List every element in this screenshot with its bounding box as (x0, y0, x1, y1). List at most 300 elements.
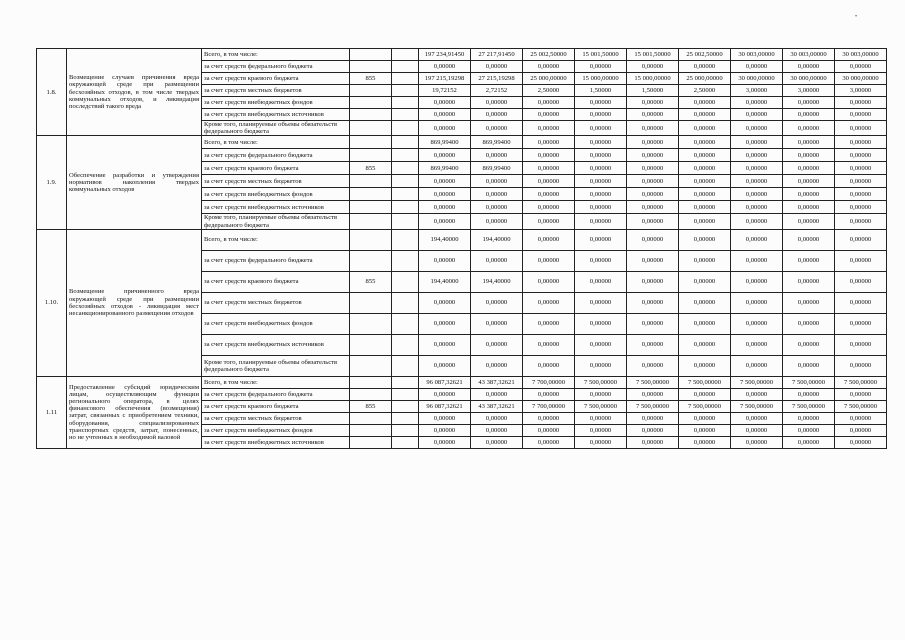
amount-cell: 0,00000 (575, 388, 627, 400)
amount-cell: 0,00000 (523, 188, 575, 201)
amount-cell: 0,00000 (835, 412, 887, 424)
amount-cell: 0,00000 (835, 250, 887, 271)
amount-cell: 0,00000 (835, 229, 887, 250)
amount-cell: 0,00000 (679, 250, 731, 271)
amount-cell: 0,00000 (679, 424, 731, 436)
amount-cell: 0,00000 (731, 334, 783, 355)
amount-cell: 0,00000 (731, 61, 783, 73)
funding-source: за счет средств внебюджетных источников (202, 201, 350, 214)
amount-cell: 0,00000 (471, 201, 523, 214)
amount-cell: 0,00000 (627, 149, 679, 162)
amount-cell: 0,00000 (575, 355, 627, 376)
amount-cell: 0,00000 (523, 355, 575, 376)
budget-code (350, 49, 392, 61)
amount-cell: 0,00000 (471, 313, 523, 334)
amount-cell: 0,00000 (731, 388, 783, 400)
amount-cell: 0,00000 (471, 412, 523, 424)
amount-cell: 0,00000 (523, 97, 575, 109)
amount-cell: 7 500,00000 (627, 400, 679, 412)
amount-cell: 0,00000 (679, 109, 731, 121)
amount-cell: 0,00000 (575, 188, 627, 201)
budget-code: 855 (350, 73, 392, 85)
amount-cell: 27 215,19298 (471, 73, 523, 85)
amount-cell: 0,00000 (783, 214, 835, 229)
amount-cell: 0,00000 (419, 97, 471, 109)
amount-cell: 0,00000 (783, 334, 835, 355)
amount-cell: 0,00000 (419, 121, 471, 136)
amount-cell: 0,00000 (835, 188, 887, 201)
funding-source: за счет средств федерального бюджета (202, 61, 350, 73)
amount-cell: 7 500,00000 (835, 400, 887, 412)
amount-cell: 15 001,50000 (575, 49, 627, 61)
amount-cell: 0,00000 (523, 214, 575, 229)
amount-cell: 30 000,00000 (731, 73, 783, 85)
amount-cell: 0,00000 (783, 424, 835, 436)
budget-code (350, 97, 392, 109)
amount-cell: 0,00000 (835, 61, 887, 73)
scan-speck: • (855, 14, 858, 20)
amount-cell: 0,00000 (731, 436, 783, 448)
empty-cell (392, 292, 419, 313)
empty-cell (392, 149, 419, 162)
amount-cell: 0,00000 (731, 175, 783, 188)
section-index: 1.11 (37, 376, 67, 448)
amount-cell: 0,00000 (783, 201, 835, 214)
funding-source: за счет средств внебюджетных фондов (202, 313, 350, 334)
amount-cell: 0,00000 (731, 162, 783, 175)
amount-cell: 0,00000 (419, 175, 471, 188)
amount-cell: 2,50000 (523, 85, 575, 97)
amount-cell: 0,00000 (679, 121, 731, 136)
amount-cell: 0,00000 (835, 109, 887, 121)
amount-cell: 0,00000 (471, 175, 523, 188)
amount-cell: 194,40000 (471, 229, 523, 250)
funding-source: Всего, в том числе: (202, 136, 350, 149)
section-description: Обеспечение разработки и утверждения нормативов накопления твердых коммунальных отходов (67, 136, 202, 229)
amount-cell: 0,00000 (731, 121, 783, 136)
amount-cell: 0,00000 (523, 136, 575, 149)
funding-source: за счет средств местных бюджетов (202, 292, 350, 313)
amount-cell: 0,00000 (523, 292, 575, 313)
amount-cell: 0,00000 (627, 175, 679, 188)
amount-cell: 0,00000 (575, 292, 627, 313)
amount-cell: 0,00000 (835, 175, 887, 188)
section-index: 1.9. (37, 136, 67, 229)
budget-code: 855 (350, 400, 392, 412)
funding-source: за счет средств местных бюджетов (202, 412, 350, 424)
budget-code (350, 175, 392, 188)
section-index: 1.10. (37, 229, 67, 376)
amount-cell: 7 500,00000 (731, 376, 783, 388)
amount-cell: 0,00000 (575, 412, 627, 424)
amount-cell: 96 087,32621 (419, 400, 471, 412)
funding-source: Кроме того, планируемые объемы обязательств федерального бюджета (202, 355, 350, 376)
amount-cell: 869,99400 (471, 136, 523, 149)
amount-cell: 0,00000 (835, 149, 887, 162)
empty-cell (392, 49, 419, 61)
amount-cell: 7 500,00000 (731, 400, 783, 412)
funding-table (36, 48, 887, 449)
budget-code (350, 149, 392, 162)
empty-cell (392, 388, 419, 400)
amount-cell: 0,00000 (679, 271, 731, 292)
amount-cell: 0,00000 (575, 136, 627, 149)
amount-cell: 0,00000 (835, 136, 887, 149)
amount-cell: 0,00000 (835, 355, 887, 376)
funding-source: за счет средств краевого бюджета (202, 73, 350, 85)
budget-code (350, 376, 392, 388)
funding-source: за счет средств внебюджетных источников (202, 109, 350, 121)
budget-code (350, 412, 392, 424)
amount-cell: 25 002,50000 (679, 49, 731, 61)
amount-cell: 0,00000 (471, 61, 523, 73)
funding-source: за счет средств краевого бюджета (202, 162, 350, 175)
amount-cell: 0,00000 (783, 229, 835, 250)
budget-code (350, 313, 392, 334)
amount-cell: 0,00000 (523, 313, 575, 334)
amount-cell: 0,00000 (419, 292, 471, 313)
funding-source: Кроме того, планируемые объемы обязательств федерального бюджета (202, 214, 350, 229)
amount-cell: 0,00000 (783, 250, 835, 271)
amount-cell: 0,00000 (523, 436, 575, 448)
empty-cell (392, 400, 419, 412)
amount-cell: 7 700,00000 (523, 400, 575, 412)
amount-cell: 0,00000 (575, 201, 627, 214)
amount-cell: 2,50000 (679, 85, 731, 97)
amount-cell: 0,00000 (523, 229, 575, 250)
amount-cell: 0,00000 (419, 214, 471, 229)
amount-cell: 0,00000 (627, 355, 679, 376)
amount-cell: 0,00000 (471, 214, 523, 229)
amount-cell: 0,00000 (471, 121, 523, 136)
amount-cell: 0,00000 (627, 121, 679, 136)
amount-cell: 0,00000 (419, 188, 471, 201)
amount-cell: 0,00000 (575, 121, 627, 136)
amount-cell: 0,00000 (419, 388, 471, 400)
amount-cell: 0,00000 (679, 334, 731, 355)
section-description: Возмещение причиненного вреда окружающей среде при размещении бесхозяйных отходов - ликвидация мест несанкционированного размещения отходов (67, 229, 202, 376)
amount-cell: 0,00000 (783, 355, 835, 376)
budget-code (350, 424, 392, 436)
empty-cell (392, 376, 419, 388)
amount-cell: 869,99400 (471, 162, 523, 175)
amount-cell: 197 215,19298 (419, 73, 471, 85)
amount-cell: 0,00000 (731, 313, 783, 334)
amount-cell: 0,00000 (523, 175, 575, 188)
budget-code (350, 201, 392, 214)
amount-cell: 0,00000 (419, 412, 471, 424)
amount-cell: 0,00000 (523, 109, 575, 121)
amount-cell: 0,00000 (627, 136, 679, 149)
amount-cell: 0,00000 (783, 97, 835, 109)
funding-source: за счет средств краевого бюджета (202, 400, 350, 412)
budget-code (350, 229, 392, 250)
amount-cell: 0,00000 (523, 250, 575, 271)
amount-cell: 7 500,00000 (575, 376, 627, 388)
empty-cell (392, 412, 419, 424)
empty-cell (392, 229, 419, 250)
amount-cell: 0,00000 (731, 250, 783, 271)
amount-cell: 0,00000 (679, 136, 731, 149)
table-row (37, 229, 887, 250)
budget-code (350, 188, 392, 201)
amount-cell: 0,00000 (627, 214, 679, 229)
budget-code (350, 388, 392, 400)
amount-cell: 0,00000 (679, 201, 731, 214)
amount-cell: 0,00000 (575, 162, 627, 175)
empty-cell (392, 214, 419, 229)
amount-cell: 0,00000 (627, 334, 679, 355)
amount-cell: 0,00000 (523, 201, 575, 214)
amount-cell: 0,00000 (679, 292, 731, 313)
funding-source: Всего, в том числе: (202, 49, 350, 61)
amount-cell: 0,00000 (783, 292, 835, 313)
amount-cell: 0,00000 (731, 201, 783, 214)
amount-cell: 25 000,00000 (523, 73, 575, 85)
amount-cell: 0,00000 (575, 97, 627, 109)
amount-cell: 0,00000 (835, 214, 887, 229)
amount-cell: 3,00000 (783, 85, 835, 97)
amount-cell: 0,00000 (419, 201, 471, 214)
amount-cell: 0,00000 (627, 250, 679, 271)
amount-cell: 0,00000 (783, 149, 835, 162)
amount-cell: 7 500,00000 (679, 376, 731, 388)
amount-cell: 869,99400 (419, 136, 471, 149)
empty-cell (392, 175, 419, 188)
funding-source: за счет средств местных бюджетов (202, 85, 350, 97)
amount-cell: 0,00000 (523, 334, 575, 355)
empty-cell (392, 436, 419, 448)
amount-cell: 0,00000 (783, 436, 835, 448)
amount-cell: 0,00000 (575, 334, 627, 355)
amount-cell: 30 000,00000 (783, 73, 835, 85)
amount-cell: 0,00000 (627, 162, 679, 175)
amount-cell: 19,72152 (419, 85, 471, 97)
empty-cell (392, 201, 419, 214)
amount-cell: 0,00000 (627, 201, 679, 214)
amount-cell: 0,00000 (783, 162, 835, 175)
funding-source: Кроме того, планируемые объемы обязательств федерального бюджета (202, 121, 350, 136)
amount-cell: 0,00000 (523, 149, 575, 162)
amount-cell: 7 500,00000 (835, 376, 887, 388)
amount-cell: 0,00000 (731, 412, 783, 424)
amount-cell: 1,50000 (575, 85, 627, 97)
empty-cell (392, 162, 419, 175)
amount-cell: 0,00000 (783, 313, 835, 334)
amount-cell: 0,00000 (575, 271, 627, 292)
amount-cell: 0,00000 (419, 313, 471, 334)
amount-cell: 0,00000 (419, 149, 471, 162)
empty-cell (392, 61, 419, 73)
amount-cell: 0,00000 (523, 388, 575, 400)
funding-source: Всего, в том числе: (202, 229, 350, 250)
amount-cell: 0,00000 (679, 61, 731, 73)
amount-cell: 30 003,00000 (835, 49, 887, 61)
empty-cell (392, 334, 419, 355)
amount-cell: 0,00000 (471, 149, 523, 162)
amount-cell: 25 002,50000 (523, 49, 575, 61)
amount-cell: 7 700,00000 (523, 376, 575, 388)
budget-code (350, 109, 392, 121)
budget-code (350, 250, 392, 271)
funding-source: за счет средств внебюджетных фондов (202, 188, 350, 201)
amount-cell: 0,00000 (835, 121, 887, 136)
amount-cell: 0,00000 (575, 424, 627, 436)
amount-cell: 0,00000 (575, 436, 627, 448)
funding-source: за счет средств федерального бюджета (202, 149, 350, 162)
funding-source: за счет средств федерального бюджета (202, 250, 350, 271)
budget-code (350, 292, 392, 313)
empty-cell (392, 355, 419, 376)
amount-cell: 0,00000 (679, 313, 731, 334)
amount-cell: 0,00000 (627, 412, 679, 424)
amount-cell: 43 387,32621 (471, 376, 523, 388)
amount-cell: 0,00000 (419, 355, 471, 376)
amount-cell: 0,00000 (627, 292, 679, 313)
amount-cell: 7 500,00000 (783, 376, 835, 388)
empty-cell (392, 188, 419, 201)
amount-cell: 0,00000 (835, 436, 887, 448)
amount-cell: 0,00000 (835, 313, 887, 334)
amount-cell: 0,00000 (731, 214, 783, 229)
amount-cell: 0,00000 (419, 250, 471, 271)
funding-source: за счет средств федерального бюджета (202, 388, 350, 400)
amount-cell: 0,00000 (627, 388, 679, 400)
amount-cell: 0,00000 (679, 162, 731, 175)
amount-cell: 0,00000 (471, 424, 523, 436)
amount-cell: 7 500,00000 (575, 400, 627, 412)
amount-cell: 0,00000 (679, 97, 731, 109)
budget-code (350, 334, 392, 355)
empty-cell (392, 97, 419, 109)
amount-cell: 0,00000 (835, 424, 887, 436)
amount-cell: 0,00000 (523, 271, 575, 292)
amount-cell: 0,00000 (679, 149, 731, 162)
funding-source: Всего, в том числе: (202, 376, 350, 388)
amount-cell: 0,00000 (471, 388, 523, 400)
amount-cell: 0,00000 (627, 188, 679, 201)
empty-cell (392, 271, 419, 292)
empty-cell (392, 313, 419, 334)
amount-cell: 0,00000 (627, 97, 679, 109)
amount-cell: 30 003,00000 (731, 49, 783, 61)
amount-cell: 0,00000 (575, 109, 627, 121)
empty-cell (392, 109, 419, 121)
empty-cell (392, 73, 419, 85)
funding-source: за счет средств внебюджетных фондов (202, 97, 350, 109)
table-body (37, 49, 887, 449)
amount-cell: 0,00000 (627, 271, 679, 292)
amount-cell: 7 500,00000 (679, 400, 731, 412)
amount-cell: 0,00000 (471, 334, 523, 355)
amount-cell: 43 387,32621 (471, 400, 523, 412)
amount-cell: 15 001,50000 (627, 49, 679, 61)
table-row (37, 49, 887, 61)
amount-cell: 0,00000 (471, 436, 523, 448)
amount-cell: 15 000,00000 (627, 73, 679, 85)
amount-cell: 2,72152 (471, 85, 523, 97)
funding-source: за счет средств внебюджетных источников (202, 334, 350, 355)
funding-source: за счет средств внебюджетных источников (202, 436, 350, 448)
funding-source: за счет средств краевого бюджета (202, 271, 350, 292)
table-row (37, 376, 887, 388)
amount-cell: 0,00000 (627, 313, 679, 334)
amount-cell: 194,40000 (419, 229, 471, 250)
amount-cell: 1,50000 (627, 85, 679, 97)
amount-cell: 0,00000 (471, 355, 523, 376)
amount-cell: 0,00000 (575, 229, 627, 250)
amount-cell: 0,00000 (679, 188, 731, 201)
amount-cell: 0,00000 (627, 229, 679, 250)
funding-source: за счет средств внебюджетных фондов (202, 424, 350, 436)
amount-cell: 0,00000 (575, 61, 627, 73)
amount-cell: 0,00000 (783, 109, 835, 121)
amount-cell: 0,00000 (731, 424, 783, 436)
amount-cell: 0,00000 (783, 175, 835, 188)
amount-cell: 0,00000 (523, 162, 575, 175)
section-description: Возмещение случаев причинения вреда окружающей среде при размещении бесхозяйных отходов, в том числе твердых коммунальных отходов, и ликвидация последствий такого вреда (67, 49, 202, 136)
amount-cell: 0,00000 (679, 175, 731, 188)
budget-code (350, 121, 392, 136)
amount-cell: 0,00000 (835, 162, 887, 175)
amount-cell: 0,00000 (835, 388, 887, 400)
amount-cell: 0,00000 (679, 436, 731, 448)
amount-cell: 0,00000 (419, 436, 471, 448)
amount-cell: 0,00000 (731, 292, 783, 313)
amount-cell: 0,00000 (835, 334, 887, 355)
amount-cell: 0,00000 (523, 412, 575, 424)
amount-cell: 0,00000 (783, 412, 835, 424)
amount-cell: 0,00000 (731, 188, 783, 201)
budget-code (350, 85, 392, 97)
empty-cell (392, 424, 419, 436)
amount-cell: 0,00000 (627, 436, 679, 448)
amount-cell: 30 003,00000 (783, 49, 835, 61)
amount-cell: 0,00000 (731, 109, 783, 121)
funding-source: за счет средств местных бюджетов (202, 175, 350, 188)
amount-cell: 0,00000 (783, 61, 835, 73)
amount-cell: 0,00000 (471, 109, 523, 121)
amount-cell: 0,00000 (835, 271, 887, 292)
amount-cell: 7 500,00000 (783, 400, 835, 412)
amount-cell: 0,00000 (783, 188, 835, 201)
amount-cell: 0,00000 (419, 334, 471, 355)
amount-cell: 0,00000 (731, 97, 783, 109)
amount-cell: 0,00000 (783, 121, 835, 136)
amount-cell: 0,00000 (575, 313, 627, 334)
budget-code (350, 355, 392, 376)
budget-code (350, 214, 392, 229)
amount-cell: 0,00000 (471, 188, 523, 201)
empty-cell (392, 121, 419, 136)
amount-cell: 0,00000 (627, 424, 679, 436)
amount-cell: 0,00000 (575, 175, 627, 188)
amount-cell: 0,00000 (679, 388, 731, 400)
budget-code: 855 (350, 162, 392, 175)
amount-cell: 7 500,00000 (627, 376, 679, 388)
amount-cell: 869,99400 (419, 162, 471, 175)
amount-cell: 0,00000 (731, 149, 783, 162)
amount-cell: 0,00000 (679, 355, 731, 376)
amount-cell: 3,00000 (835, 85, 887, 97)
budget-code: 855 (350, 271, 392, 292)
amount-cell: 0,00000 (523, 61, 575, 73)
amount-cell: 27 217,91450 (471, 49, 523, 61)
amount-cell: 0,00000 (471, 250, 523, 271)
amount-cell: 0,00000 (471, 292, 523, 313)
table-row (37, 136, 887, 149)
amount-cell: 0,00000 (835, 292, 887, 313)
